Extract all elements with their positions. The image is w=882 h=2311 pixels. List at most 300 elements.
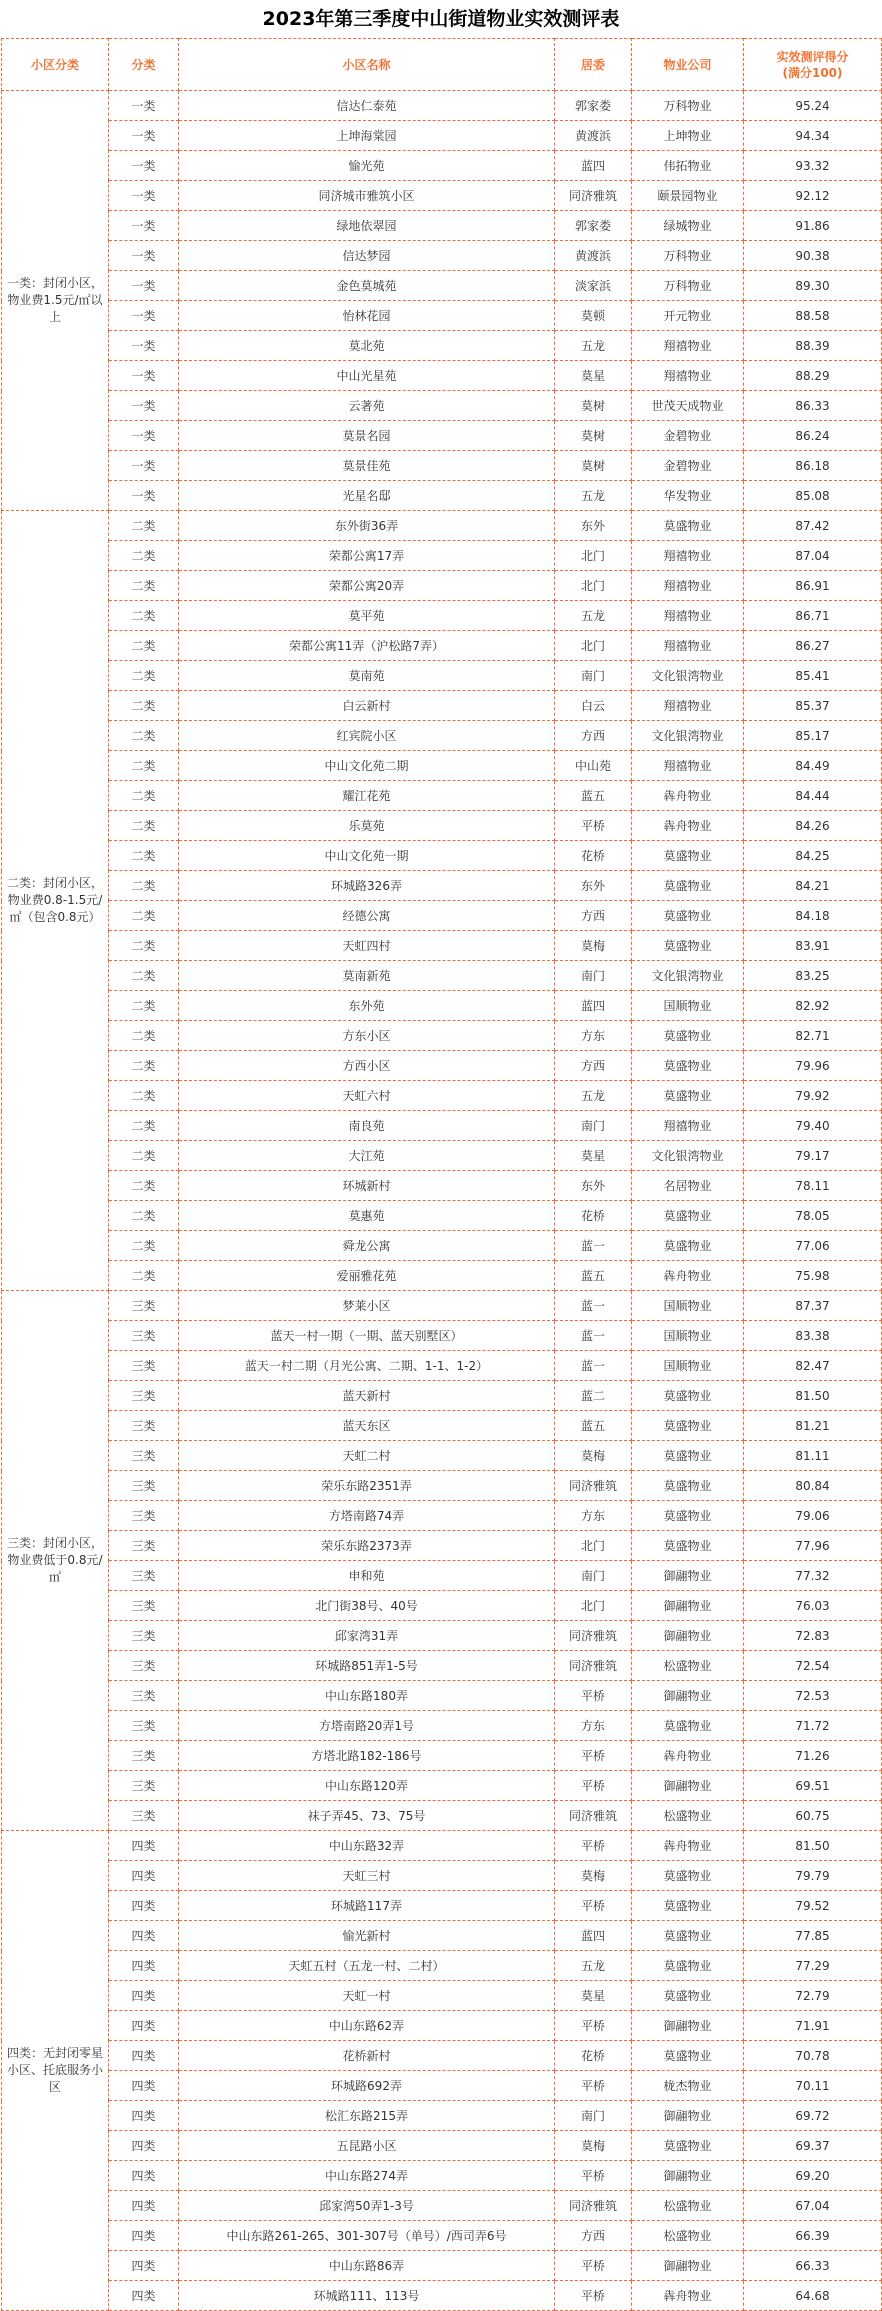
- score-cell: 85.17: [744, 721, 882, 751]
- company-cell: 莫盛物业: [632, 2041, 744, 2071]
- category-cell: 一类：封闭小区，物业费1.5元/㎡以上: [2, 91, 109, 511]
- type-cell: 二类: [109, 1111, 179, 1141]
- name-cell: 方塔南路20弄1号: [179, 1711, 555, 1741]
- header-row: [2, 39, 882, 91]
- score-cell: 85.37: [744, 691, 882, 721]
- company-cell: 御翮物业: [632, 1621, 744, 1651]
- score-cell: 80.84: [744, 1471, 882, 1501]
- type-cell: 三类: [109, 1591, 179, 1621]
- committee-cell: 郭家娄: [555, 91, 632, 121]
- name-cell: 环城路851弄1-5号: [179, 1651, 555, 1681]
- score-cell: 82.92: [744, 991, 882, 1021]
- table-row: [2, 1951, 882, 1981]
- table-row: [2, 181, 882, 211]
- score-cell: 78.05: [744, 1201, 882, 1231]
- score-cell: 91.86: [744, 211, 882, 241]
- company-cell: 莫盛物业: [632, 1201, 744, 1231]
- company-cell: 莫盛物业: [632, 841, 744, 871]
- committee-cell: 五龙: [555, 1081, 632, 1111]
- committee-cell: 平桥: [555, 1831, 632, 1861]
- table-row: [2, 1681, 882, 1711]
- table-row: [2, 1711, 882, 1741]
- type-cell: 二类: [109, 811, 179, 841]
- type-cell: 四类: [109, 2071, 179, 2101]
- name-cell: 莫北苑: [179, 331, 555, 361]
- committee-cell: 平桥: [555, 2071, 632, 2101]
- table-row: [2, 1321, 882, 1351]
- company-cell: 栊杰物业: [632, 2071, 744, 2101]
- committee-cell: 同济雅筑: [555, 1471, 632, 1501]
- name-cell: 天虹二村: [179, 1441, 555, 1471]
- company-cell: 犇舟物业: [632, 1261, 744, 1291]
- company-cell: 莫盛物业: [632, 1081, 744, 1111]
- page-title: 2023年第三季度中山街道物业实效测评表: [262, 8, 620, 30]
- table-row: [2, 271, 882, 301]
- score-cell: 87.04: [744, 541, 882, 571]
- name-cell: 中山东路180弄: [179, 1681, 555, 1711]
- company-cell: 御翮物业: [632, 2161, 744, 2191]
- name-cell: 花桥新村: [179, 2041, 555, 2071]
- name-cell: 莫惠苑: [179, 1201, 555, 1231]
- score-cell: 72.53: [744, 1681, 882, 1711]
- name-cell: 中山东路86弄: [179, 2251, 555, 2281]
- committee-cell: 蓝一: [555, 1321, 632, 1351]
- committee-cell: 花桥: [555, 841, 632, 871]
- table-row: [2, 1291, 882, 1321]
- name-cell: 莫景佳苑: [179, 451, 555, 481]
- company-cell: 文化银湾物业: [632, 721, 744, 751]
- company-cell: 翔禧物业: [632, 751, 744, 781]
- committee-cell: 蓝四: [555, 1921, 632, 1951]
- table-row: [2, 691, 882, 721]
- name-cell: 大江苑: [179, 1141, 555, 1171]
- company-cell: 万科物业: [632, 271, 744, 301]
- committee-cell: 东外: [555, 511, 632, 541]
- table-row: [2, 2161, 882, 2191]
- score-cell: 79.79: [744, 1861, 882, 1891]
- name-cell: 环城路326弄: [179, 871, 555, 901]
- score-cell: 89.30: [744, 271, 882, 301]
- committee-cell: 同济雅筑: [555, 2191, 632, 2221]
- table-row: [2, 1441, 882, 1471]
- table-row: [2, 1741, 882, 1771]
- type-cell: 二类: [109, 1051, 179, 1081]
- type-cell: 四类: [109, 2161, 179, 2191]
- name-cell: 蓝天一村二期（月光公寓、二期、1-1、1-2）: [179, 1351, 555, 1381]
- table-row: [2, 1621, 882, 1651]
- name-cell: 耀江花苑: [179, 781, 555, 811]
- table-row: [2, 2071, 882, 2101]
- table-row: [2, 1471, 882, 1501]
- table-row: [2, 301, 882, 331]
- company-cell: 翔禧物业: [632, 1111, 744, 1141]
- type-cell: 二类: [109, 1201, 179, 1231]
- type-cell: 四类: [109, 1891, 179, 1921]
- type-cell: 一类: [109, 481, 179, 511]
- type-cell: 二类: [109, 601, 179, 631]
- name-cell: 光星名邸: [179, 481, 555, 511]
- score-cell: 85.41: [744, 661, 882, 691]
- company-cell: 犇舟物业: [632, 1831, 744, 1861]
- type-cell: 一类: [109, 421, 179, 451]
- type-cell: 一类: [109, 361, 179, 391]
- company-cell: 国顺物业: [632, 1321, 744, 1351]
- committee-cell: 平桥: [555, 2011, 632, 2041]
- name-cell: 荣乐东路2373弄: [179, 1531, 555, 1561]
- name-cell: 天虹五村（五龙一村、二村）: [179, 1951, 555, 1981]
- committee-cell: 北门: [555, 541, 632, 571]
- type-cell: 二类: [109, 1081, 179, 1111]
- type-cell: 二类: [109, 511, 179, 541]
- committee-cell: 平桥: [555, 1891, 632, 1921]
- header-category: 小区分类: [2, 39, 109, 91]
- type-cell: 三类: [109, 1441, 179, 1471]
- company-cell: 御翮物业: [632, 1591, 744, 1621]
- name-cell: 白云新村: [179, 691, 555, 721]
- score-cell: 71.26: [744, 1741, 882, 1771]
- committee-cell: 淡家浜: [555, 271, 632, 301]
- type-cell: 一类: [109, 211, 179, 241]
- table-row: [2, 2251, 882, 2281]
- company-cell: 松盛物业: [632, 1801, 744, 1831]
- name-cell: 方东小区: [179, 1021, 555, 1051]
- company-cell: 犇舟物业: [632, 2281, 744, 2311]
- score-cell: 83.25: [744, 961, 882, 991]
- table-row: [2, 1651, 882, 1681]
- company-cell: 莫盛物业: [632, 1441, 744, 1471]
- score-cell: 84.18: [744, 901, 882, 931]
- table-row: [2, 1771, 882, 1801]
- type-cell: 三类: [109, 1801, 179, 1831]
- score-cell: 69.20: [744, 2161, 882, 2191]
- type-cell: 二类: [109, 721, 179, 751]
- score-cell: 81.21: [744, 1411, 882, 1441]
- name-cell: 中山东路274弄: [179, 2161, 555, 2191]
- committee-cell: 同济雅筑: [555, 1651, 632, 1681]
- type-cell: 二类: [109, 1021, 179, 1051]
- score-cell: 66.33: [744, 2251, 882, 2281]
- name-cell: 信达梦园: [179, 241, 555, 271]
- table-row: [2, 1411, 882, 1441]
- name-cell: 梦莱小区: [179, 1291, 555, 1321]
- table-row: [2, 1111, 882, 1141]
- name-cell: 松汇东路215弄: [179, 2101, 555, 2131]
- company-cell: 金碧物业: [632, 451, 744, 481]
- table-row: [2, 1591, 882, 1621]
- score-cell: 70.11: [744, 2071, 882, 2101]
- committee-cell: 东外: [555, 871, 632, 901]
- score-cell: 86.91: [744, 571, 882, 601]
- type-cell: 二类: [109, 901, 179, 931]
- type-cell: 一类: [109, 241, 179, 271]
- committee-cell: 南门: [555, 1561, 632, 1591]
- score-cell: 72.54: [744, 1651, 882, 1681]
- name-cell: 绿地依翠园: [179, 211, 555, 241]
- committee-cell: 平桥: [555, 2161, 632, 2191]
- type-cell: 一类: [109, 151, 179, 181]
- type-cell: 二类: [109, 541, 179, 571]
- type-cell: 二类: [109, 1171, 179, 1201]
- table-row: [2, 1231, 882, 1261]
- score-cell: 71.72: [744, 1711, 882, 1741]
- table-row: [2, 1381, 882, 1411]
- score-cell: 88.58: [744, 301, 882, 331]
- name-cell: 金色莫城苑: [179, 271, 555, 301]
- score-cell: 79.92: [744, 1081, 882, 1111]
- company-cell: 开元物业: [632, 301, 744, 331]
- company-cell: 犇舟物业: [632, 1741, 744, 1771]
- score-cell: 71.91: [744, 2011, 882, 2041]
- score-cell: 83.91: [744, 931, 882, 961]
- committee-cell: 中山苑: [555, 751, 632, 781]
- score-cell: 86.24: [744, 421, 882, 451]
- type-cell: 四类: [109, 2221, 179, 2251]
- type-cell: 三类: [109, 1771, 179, 1801]
- type-cell: 二类: [109, 991, 179, 1021]
- committee-cell: 同济雅筑: [555, 181, 632, 211]
- company-cell: 世茂天成物业: [632, 391, 744, 421]
- category-cell: 四类：无封闭零星小区、托底服务小区: [2, 1831, 109, 2311]
- type-cell: 二类: [109, 1141, 179, 1171]
- header-score-line1: 实效测评得分: [776, 49, 849, 64]
- name-cell: 云著苑: [179, 391, 555, 421]
- table-row: [2, 2191, 882, 2221]
- committee-cell: 五龙: [555, 481, 632, 511]
- name-cell: 北门街38号、40号: [179, 1591, 555, 1621]
- company-cell: 莫盛物业: [632, 1951, 744, 1981]
- score-cell: 87.37: [744, 1291, 882, 1321]
- name-cell: 方塔北路182-186号: [179, 1741, 555, 1771]
- table-row: [2, 1891, 882, 1921]
- type-cell: 三类: [109, 1561, 179, 1591]
- type-cell: 三类: [109, 1651, 179, 1681]
- type-cell: 一类: [109, 391, 179, 421]
- company-cell: 莫盛物业: [632, 901, 744, 931]
- table-row: [2, 511, 882, 541]
- name-cell: 中山文化苑二期: [179, 751, 555, 781]
- committee-cell: 五龙: [555, 1951, 632, 1981]
- committee-cell: 北门: [555, 1531, 632, 1561]
- type-cell: 三类: [109, 1501, 179, 1531]
- type-cell: 二类: [109, 961, 179, 991]
- name-cell: 东外苑: [179, 991, 555, 1021]
- company-cell: 莫盛物业: [632, 1501, 744, 1531]
- table-row: [2, 1021, 882, 1051]
- name-cell: 天虹六村: [179, 1081, 555, 1111]
- table-row: [2, 571, 882, 601]
- table-row: [2, 781, 882, 811]
- company-cell: 文化银湾物业: [632, 661, 744, 691]
- company-cell: 华发物业: [632, 481, 744, 511]
- score-cell: 81.11: [744, 1441, 882, 1471]
- type-cell: 四类: [109, 1921, 179, 1951]
- company-cell: 莫盛物业: [632, 1021, 744, 1051]
- table-row: [2, 1801, 882, 1831]
- header-company: 物业公司: [632, 39, 744, 91]
- company-cell: 万科物业: [632, 241, 744, 271]
- committee-cell: 莫梅: [555, 931, 632, 961]
- score-cell: 84.44: [744, 781, 882, 811]
- name-cell: 上坤海棠园: [179, 121, 555, 151]
- company-cell: 莫盛物业: [632, 1861, 744, 1891]
- score-cell: 79.17: [744, 1141, 882, 1171]
- header-score-line2: (满分100): [782, 65, 843, 80]
- committee-cell: 五龙: [555, 331, 632, 361]
- company-cell: 翔禧物业: [632, 361, 744, 391]
- table-row: [2, 391, 882, 421]
- committee-cell: 莫梅: [555, 2131, 632, 2161]
- table-row: [2, 151, 882, 181]
- table-row: [2, 601, 882, 631]
- table-row: [2, 421, 882, 451]
- committee-cell: 南门: [555, 661, 632, 691]
- table-row: [2, 331, 882, 361]
- header-committee: 居委: [555, 39, 632, 91]
- score-cell: 94.34: [744, 121, 882, 151]
- name-cell: 蓝天东区: [179, 1411, 555, 1441]
- committee-cell: 莫树: [555, 451, 632, 481]
- score-cell: 76.03: [744, 1591, 882, 1621]
- score-cell: 84.21: [744, 871, 882, 901]
- name-cell: 五昆路小区: [179, 2131, 555, 2161]
- type-cell: 一类: [109, 331, 179, 361]
- header-score: [744, 39, 882, 91]
- committee-cell: 莫树: [555, 391, 632, 421]
- company-cell: 翔禧物业: [632, 571, 744, 601]
- table-row: [2, 451, 882, 481]
- score-cell: 86.33: [744, 391, 882, 421]
- name-cell: 环城路117弄: [179, 1891, 555, 1921]
- name-cell: 中山东路32弄: [179, 1831, 555, 1861]
- header-name: 小区名称: [179, 39, 555, 91]
- name-cell: 天虹四村: [179, 931, 555, 961]
- company-cell: 金碧物业: [632, 421, 744, 451]
- score-cell: 66.39: [744, 2221, 882, 2251]
- company-cell: 御翮物业: [632, 1771, 744, 1801]
- table-row: [2, 2131, 882, 2161]
- company-cell: 绿城物业: [632, 211, 744, 241]
- name-cell: 方西小区: [179, 1051, 555, 1081]
- type-cell: 一类: [109, 181, 179, 211]
- type-cell: 三类: [109, 1381, 179, 1411]
- name-cell: 经德公寓: [179, 901, 555, 931]
- table-row: [2, 241, 882, 271]
- company-cell: 伟拓物业: [632, 151, 744, 181]
- table-row: [2, 1201, 882, 1231]
- name-cell: 红宾院小区: [179, 721, 555, 751]
- type-cell: 三类: [109, 1621, 179, 1651]
- company-cell: 名居物业: [632, 1171, 744, 1201]
- company-cell: 翔禧物业: [632, 331, 744, 361]
- committee-cell: 方西: [555, 2221, 632, 2251]
- score-cell: 72.79: [744, 1981, 882, 2011]
- score-cell: 84.25: [744, 841, 882, 871]
- table-row: [2, 2041, 882, 2071]
- table-row: [2, 481, 882, 511]
- score-cell: 86.27: [744, 631, 882, 661]
- table-row: [2, 1861, 882, 1891]
- company-cell: 莫盛物业: [632, 871, 744, 901]
- type-cell: 二类: [109, 871, 179, 901]
- category-cell: 二类：封闭小区，物业费0.8-1.5元/㎡（包含0.8元）: [2, 511, 109, 1291]
- table-row: [2, 631, 882, 661]
- committee-cell: 东外: [555, 1171, 632, 1201]
- table-row: [2, 541, 882, 571]
- committee-cell: 方西: [555, 1051, 632, 1081]
- score-cell: 77.32: [744, 1561, 882, 1591]
- committee-cell: 平桥: [555, 1681, 632, 1711]
- table-row: [2, 721, 882, 751]
- company-cell: 上坤物业: [632, 121, 744, 151]
- company-cell: 万科物业: [632, 91, 744, 121]
- committee-cell: 黄渡浜: [555, 121, 632, 151]
- score-cell: 77.96: [744, 1531, 882, 1561]
- company-cell: 莫盛物业: [632, 1891, 744, 1921]
- score-cell: 81.50: [744, 1831, 882, 1861]
- name-cell: 中山文化苑一期: [179, 841, 555, 871]
- committee-cell: 白云: [555, 691, 632, 721]
- company-cell: 国顺物业: [632, 991, 744, 1021]
- company-cell: 莫盛物业: [632, 511, 744, 541]
- name-cell: 邱家湾50弄1-3号: [179, 2191, 555, 2221]
- committee-cell: 平桥: [555, 2251, 632, 2281]
- type-cell: 二类: [109, 571, 179, 601]
- name-cell: 莫南新苑: [179, 961, 555, 991]
- table-row: [2, 1351, 882, 1381]
- table-row: [2, 2011, 882, 2041]
- type-cell: 二类: [109, 1231, 179, 1261]
- score-cell: 69.37: [744, 2131, 882, 2161]
- committee-cell: 南门: [555, 1111, 632, 1141]
- name-cell: 申和苑: [179, 1561, 555, 1591]
- table-row: [2, 961, 882, 991]
- company-cell: 翔禧物业: [632, 691, 744, 721]
- type-cell: 四类: [109, 2131, 179, 2161]
- name-cell: 莫平苑: [179, 601, 555, 631]
- type-cell: 一类: [109, 121, 179, 151]
- score-cell: 77.06: [744, 1231, 882, 1261]
- table-row: [2, 1051, 882, 1081]
- name-cell: 环城路111、113号: [179, 2281, 555, 2311]
- score-cell: 86.71: [744, 601, 882, 631]
- name-cell: 中山光星苑: [179, 361, 555, 391]
- score-cell: 88.39: [744, 331, 882, 361]
- company-cell: 御翮物业: [632, 1561, 744, 1591]
- committee-cell: 方西: [555, 721, 632, 751]
- type-cell: 一类: [109, 301, 179, 331]
- score-cell: 79.06: [744, 1501, 882, 1531]
- type-cell: 三类: [109, 1351, 179, 1381]
- table-row: [2, 1081, 882, 1111]
- table-row: [2, 901, 882, 931]
- type-cell: 四类: [109, 1861, 179, 1891]
- committee-cell: 方东: [555, 1021, 632, 1051]
- type-cell: 一类: [109, 451, 179, 481]
- score-cell: 83.38: [744, 1321, 882, 1351]
- name-cell: 怡林花园: [179, 301, 555, 331]
- name-cell: 天虹一村: [179, 1981, 555, 2011]
- committee-cell: 方东: [555, 1711, 632, 1741]
- type-cell: 二类: [109, 631, 179, 661]
- type-cell: 二类: [109, 1261, 179, 1291]
- name-cell: 袜子弄45、73、75号: [179, 1801, 555, 1831]
- committee-cell: 蓝五: [555, 781, 632, 811]
- table-row: [2, 661, 882, 691]
- committee-cell: 蓝四: [555, 151, 632, 181]
- name-cell: 邱家湾31弄: [179, 1621, 555, 1651]
- name-cell: 同济城市雅筑小区: [179, 181, 555, 211]
- score-cell: 69.51: [744, 1771, 882, 1801]
